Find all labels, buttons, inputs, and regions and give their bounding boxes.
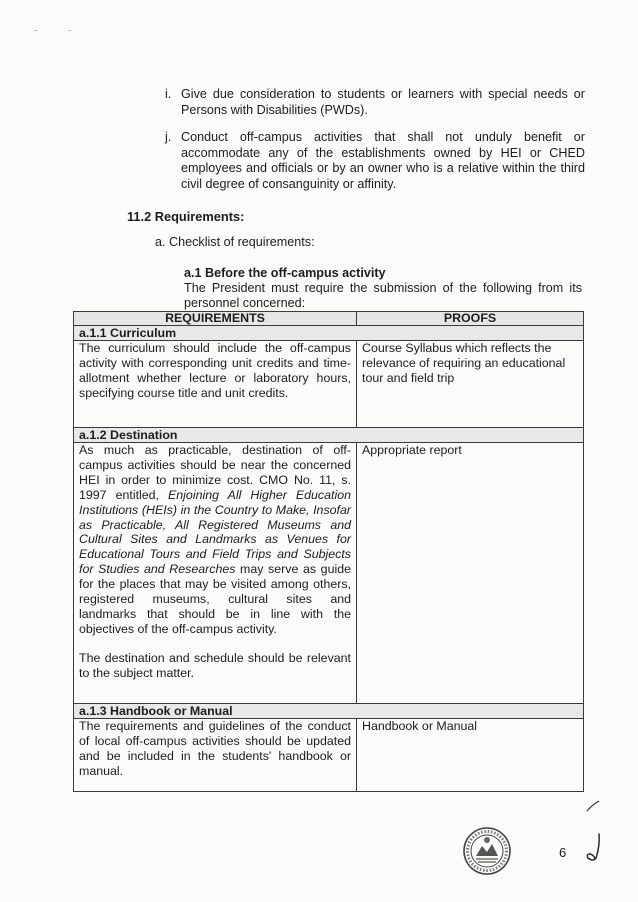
list-item-j [165,130,585,192]
section-title: a.1.2 Destination [74,428,584,443]
page-number: 6 [559,845,567,860]
requirement-note: The destination and schedule should be relevant to the subject matter. [79,650,351,680]
handwritten-tick-icon [586,800,600,812]
section-heading: 11.2 Requirements: [127,209,245,224]
table-row [74,443,584,704]
list-text: Give due consideration to students or learners with special needs or Persons with Disabilities (PWDs). [181,87,585,117]
proof-cell: Appropriate report [357,443,584,704]
requirement-text: The curriculum should include the off-campus activity with corresponding unit credits and time-allotment whether lecture or laboratory hours, specifying course title and unit credits. [79,341,351,400]
handwritten-initial-icon [578,832,608,864]
cmo-title: Enjoining All Higher Education Institutions (HEIs) in the Country to Make, Insofar as Practicable, All Registered Museums and Cultural Sites and Landmarks as Venues for Educational Tours and Field Trips and Subjects for Studies and Researches [79,487,351,577]
requirement-text [79,443,351,637]
proof-cell: Handbook or Manual [357,719,584,792]
list-marker: j. [165,130,172,144]
subsection-heading: a.1 Before the off-campus activity [184,266,386,280]
subsection-intro: The President must require the submission of the following from its personnel concerned: [184,281,582,310]
requirement-cell [74,341,357,428]
requirements-table [73,311,584,792]
section-row-destination [74,428,584,443]
proofs-header: PROOFS [357,312,584,326]
requirements-header: REQUIREMENTS [74,312,357,326]
section-title: a.1.1 Curriculum [74,326,584,341]
list-marker: i. [165,87,172,101]
table-row [74,719,584,792]
section-title: a.1.3 Handbook or Manual [74,704,584,719]
requirement-text: The requirements and guidelines of the conduct of local off-campus activities should be updated and be included in the students' handbook or manual. [79,719,351,778]
institution-seal-icon [462,826,512,876]
requirement-tail: may serve as guide for the places that may be visited among others, registered museums, cultural sites and landmarks that should be in line with the objectives of the off-campus activity. [79,562,351,636]
list-item-i [165,87,585,118]
scan-speck [68,30,71,31]
section-row-handbook [74,704,584,719]
table-header-row [74,312,584,326]
requirement-cell [74,443,357,704]
requirement-cell [74,719,357,792]
checklist-label: a. Checklist of requirements: [155,235,315,249]
list-text: Conduct off-campus activities that shall not unduly benefit or accommodate any of the establishments owned by HEI or CHED employees and officials or by an owner who is a relative within the third civil degree of consanguinity or affinity. [181,130,585,191]
scan-speck [34,30,37,31]
requirement-lead: As much as practicable, destination of off-campus activities should be near the concerned HEI in order to minimize cost. CMO No. 11, s. 1997 entitled, [79,443,351,502]
section-row-curriculum [74,326,584,341]
table-row [74,341,584,428]
proof-cell: Course Syllabus which reflects the relevance of requiring an educational tour and field trip [357,341,584,428]
